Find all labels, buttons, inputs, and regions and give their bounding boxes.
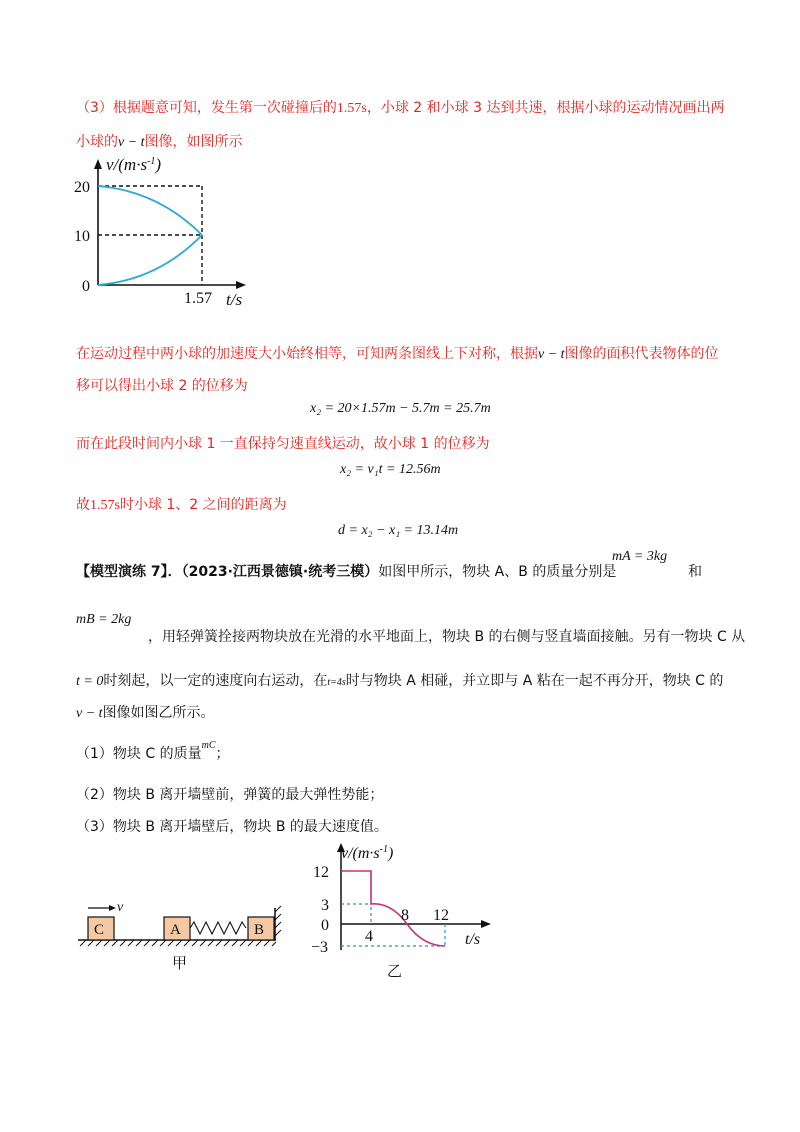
figure-jia	[72, 888, 292, 998]
solution-line-6	[76, 494, 287, 514]
text: 时与物块 A 相碰，并立即与 A 粘在一起不再分开，物块 C 的	[345, 673, 724, 689]
velocity-arrowhead	[109, 905, 116, 911]
x-tick-12: 12	[433, 907, 449, 924]
y-tick-neg3: −3	[311, 939, 329, 956]
text: 小球的	[76, 134, 118, 150]
mass-a: mA = 3kg	[612, 549, 668, 564]
solution-line-4: 移可以得出小球 2 的位移为	[76, 378, 248, 394]
y-tick-0: 0	[82, 278, 90, 295]
ground-hatch	[80, 940, 276, 946]
block-b-label: B	[254, 922, 265, 938]
x-axis-label: t/s	[226, 290, 243, 305]
solution-line-3	[76, 343, 719, 363]
vt-symbol: v − t	[76, 706, 103, 721]
text: （1）物块 C 的质量	[76, 746, 202, 762]
text: （3）根据题意可知，发生第一次碰撞后的	[76, 100, 337, 116]
problem-line-1	[76, 561, 616, 581]
x-tick-4: 4	[365, 928, 373, 945]
x-axis-arrow	[236, 281, 246, 289]
vt-graph-1	[68, 155, 268, 305]
text: 故	[76, 497, 90, 513]
y-tick-12: 12	[313, 864, 329, 881]
y-axis-label: $v/(m\cdot s^{-1})$	[106, 155, 162, 174]
y-tick-20: 20	[74, 179, 90, 196]
vt-symbol: v − t	[118, 135, 145, 150]
solution-line-1	[76, 97, 724, 117]
spring	[190, 922, 246, 934]
text: 图像的面积代表物体的位	[564, 346, 719, 362]
question-3: （3）物块 B 离开墙壁后，物块 B 的最大速度值。	[76, 819, 388, 835]
t0-symbol: t = 0	[76, 674, 104, 689]
x-tick-8: 8	[401, 907, 409, 924]
equation-2: x₂ = v₁t = 12.56m	[340, 462, 441, 477]
time-value: 1.57s	[90, 498, 120, 513]
problem-line-2: ，用轻弹簧拴接两物块放在光滑的水平地面上，物块 B 的右侧与竖直墙面接触。另有一物块 C 从	[148, 629, 746, 645]
caption-jia: 甲	[172, 954, 188, 972]
text: 时小球 1、2 之间的距离为	[119, 497, 287, 513]
text: 在运动过程中两小球的加速度大小始终相等，可知两条图线上下对称，根据	[76, 346, 538, 362]
equation-1: x₂ = 20×1.57m − 5.7m = 25.7m	[310, 401, 491, 416]
velocity-curve-c	[341, 871, 445, 946]
and-text: 和	[688, 564, 702, 580]
solution-line-5: 而在此段时间内小球 1 一直保持匀速直线运动，故小球 1 的位移为	[76, 436, 490, 452]
wall-hatch	[275, 906, 281, 936]
y-tick-10: 10	[74, 228, 90, 245]
problem-line-3	[76, 670, 723, 690]
text: 时刻起，以一定的速度向右运动，在	[103, 673, 328, 689]
solution-line-2	[76, 131, 243, 151]
question-2: （2）物块 B 离开墙壁前，弹簧的最大弹性势能；	[76, 787, 384, 803]
text: 如图甲所示，物块 A、B 的质量分别是	[378, 564, 617, 580]
mass-b: mB = 2kg	[76, 612, 132, 627]
y-axis-label: $v/(m\cdot s^{-1})$	[341, 844, 394, 862]
caption-yi: 乙	[387, 962, 403, 980]
x-axis-label: t/s	[465, 931, 481, 948]
question-1	[76, 740, 230, 763]
block-c-label: C	[94, 922, 105, 938]
time-value: 1.57s	[336, 101, 367, 116]
problem-source: ．（2023·江西景德镇·统考三模）	[167, 564, 379, 580]
y-axis-arrow	[94, 159, 102, 169]
y-tick-3: 3	[321, 897, 329, 914]
equation-3: d = x₂ − x₁ = 13.14m	[338, 523, 459, 538]
x-tick-157: 1.57	[184, 290, 212, 305]
y-tick-0: 0	[321, 917, 329, 934]
curve-ball-3	[98, 235, 202, 285]
text: ；	[215, 746, 230, 762]
figure-yi	[305, 838, 505, 988]
text: 图像如图乙所示。	[102, 705, 215, 721]
text: ，小球 2 和小球 3 达到共速，根据小球的运动情况画出两	[366, 100, 725, 116]
problem-line-4	[76, 702, 215, 722]
text: 图像，如图所示	[144, 134, 243, 150]
block-a-label: A	[170, 922, 181, 938]
curve-ball-2	[98, 186, 202, 235]
t4-symbol: t=4s	[327, 677, 346, 688]
x-axis-arrow	[481, 920, 491, 928]
problem-tag: 【模型演练 7】	[76, 564, 168, 580]
velocity-label: v	[117, 900, 124, 915]
mass-c: mC	[201, 740, 216, 751]
vt-symbol: v − t	[538, 347, 565, 362]
